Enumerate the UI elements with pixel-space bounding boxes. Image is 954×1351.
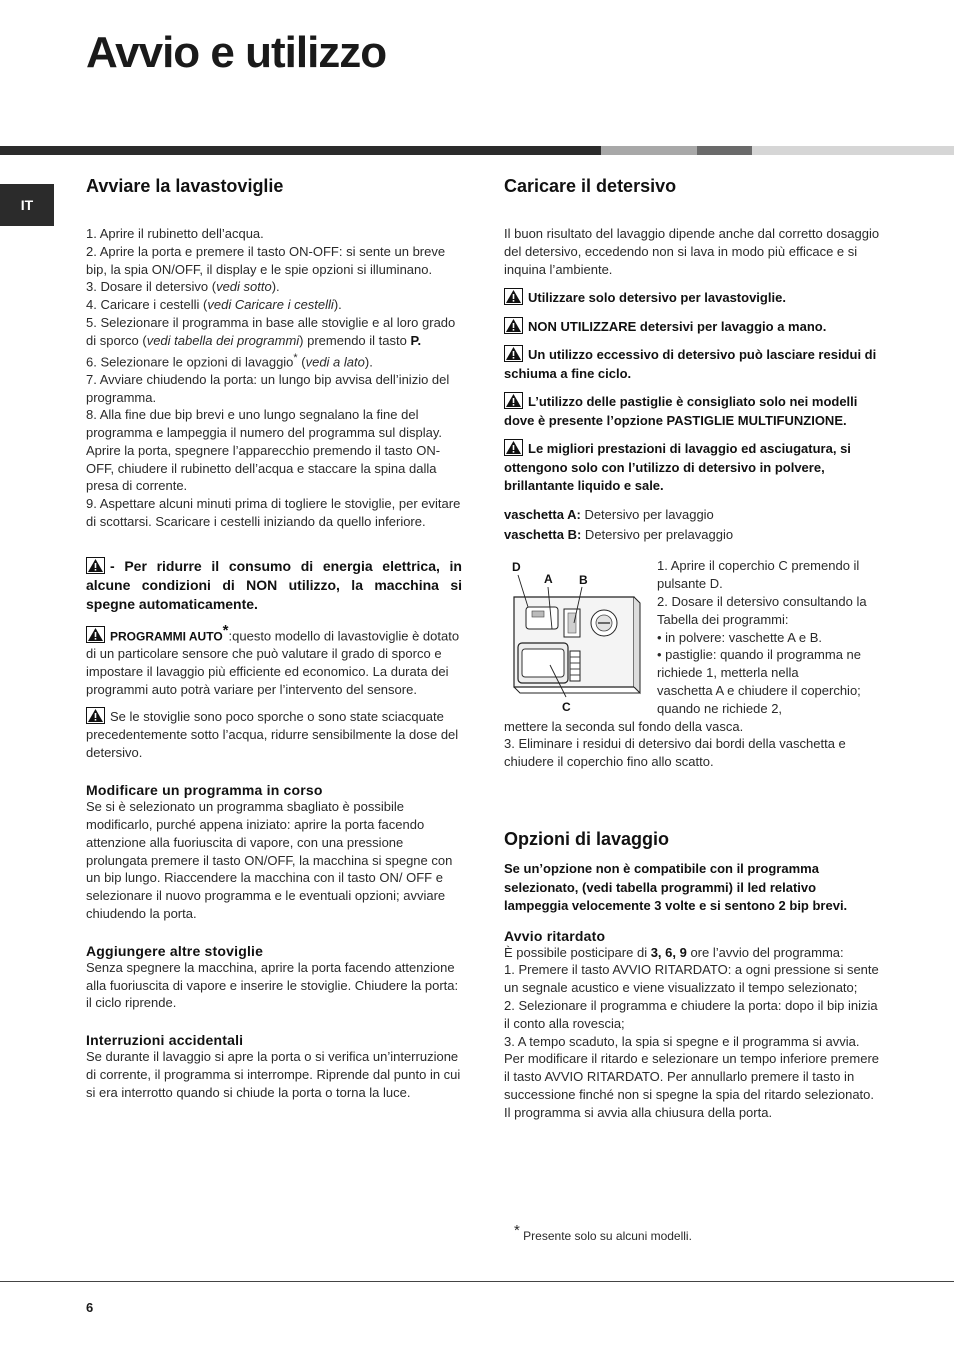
step-8: 8. Alla fine due bip brevi e uno lungo segnalano la fine del programma e lampeggia il numero del programma sul display. Aprire la porta, spegnere l’apparecchio premendo il tasto ON-OFF, chiudere il rubinetto dell’acqua e staccare la spina dalla presa di corrente. xyxy=(86,407,442,494)
modify-text: Se si è selezionato un programma sbagliato è possibile modificarlo, purché appena iniziato: aprire la porta facendo attenzione alla fuoriuscita di vapore, con una pressione prolungata premere il tasto ON/OFF, la macchina si spegne con un bip lungo. Riaccendere la macchina con il tasto ON/ OFF e selezionare il nuovo programma e le eventuali opzioni; avviare chiudendo la porta. xyxy=(86,799,453,921)
dispenser-diagram xyxy=(504,557,654,717)
footer-rule xyxy=(0,1281,954,1282)
start-heading: Avviare la lavastoviglie xyxy=(86,176,284,196)
detergent-heading: Caricare il detersivo xyxy=(504,176,677,196)
detergent-intro: Il buon risultato del lavaggio dipende anche dal corretto dosaggio del detersivo, eccedendo non si lava in modo più efficace e si inquina l’ambiente. xyxy=(504,226,880,277)
warning-icon xyxy=(504,439,523,456)
warning-icon xyxy=(86,557,105,574)
options-warning: Se un’opzione non è compatibile con il programma selezionato, (vedi tabella programmi) il led relativo lampeggia velocemente 3 volte e si sentono 2 bip brevi. xyxy=(504,861,848,914)
diagram-label-c: C xyxy=(562,700,571,715)
footnote: * Presente solo su alcuni modelli. xyxy=(514,1222,692,1243)
diagram-label-d: D xyxy=(512,560,521,575)
warning-icon xyxy=(504,345,523,362)
detergent-warning-5: Le migliori prestazioni di lavaggio ed asciugatura, si ottengono solo con l’utilizzo di detersivo in polvere, brillantante liquido e sale. xyxy=(504,441,851,494)
rinse-note: Se le stoviglie sono poco sporche o sono state sciacquate precedentemente sotto l’acqua, ridurre sensibilmente la dose del detersivo. xyxy=(86,709,459,761)
tray-a: vaschetta A: Detersivo per lavaggio xyxy=(504,506,714,522)
step-7: 7. Avviare chiudendo la porta: un lungo bip avvisa dell’inizio del programma. xyxy=(86,371,450,405)
detergent-warning-2: NON UTILIZZARE detersivi per lavaggio a mano. xyxy=(504,317,880,337)
header-band-light xyxy=(601,146,697,155)
dispenser-step-3: 3. Eliminare i residui di detersivo dai bordi della vaschetta e chiudere il coperchio fino allo scatto. xyxy=(504,736,846,770)
interrupt-text: Se durante il lavaggio si apre la porta o si verifica un’interruzione di corrente, il programma si interrompe. Riprende dal punto in cui si era interrotto quando si chiude la porta o torna la luce. xyxy=(86,1049,461,1100)
header-band-dark xyxy=(0,146,601,155)
left-column xyxy=(86,172,462,1102)
diagram-label-a: A xyxy=(544,572,553,587)
detergent-warning-1: Utilizzare solo detersivo per lavastoviglie. xyxy=(504,288,880,308)
step-4: 4. Caricare i cestelli (vedi Caricare i cestelli). xyxy=(86,297,342,313)
start-steps xyxy=(86,225,462,531)
warning-icon xyxy=(86,707,105,724)
modify-heading: Modificare un programma in corso xyxy=(86,782,323,799)
tray-b: vaschetta B: Detersivo per prelavaggio xyxy=(504,526,734,542)
interrupt-heading: Interruzioni accidentali xyxy=(86,1032,244,1049)
dispenser-step: 1. Aprire il coperchio C premendo il pulsante D. xyxy=(657,558,860,592)
dispenser-block xyxy=(504,557,880,717)
delay-heading: Avvio ritardato xyxy=(504,927,606,944)
dispenser-step: vaschetta A e chiudere il coperchio; quando ne richiede 2, xyxy=(657,683,861,716)
step-5: 5. Selezionare il programma in base alle stoviglie e al loro grado di sporco (vedi tabella dei programmi) premendo il tasto P. xyxy=(86,314,456,348)
dispenser-illustration xyxy=(504,557,654,717)
options-heading: Opzioni di lavaggio xyxy=(504,829,670,850)
warning-icon xyxy=(504,288,523,305)
diagram-label-b: B xyxy=(579,573,588,588)
detergent-warning-4: L’utilizzo delle pastiglie è consigliato solo nei modelli dove è presente l’opzione PASTIGLIE MULTIFUNZIONE. xyxy=(504,394,858,428)
dispenser-step: 2. Dosare il detersivo consultando la Tabella dei programmi: xyxy=(657,594,867,627)
language-tab: IT xyxy=(0,184,54,226)
auto-programs-note: PROGRAMMI AUTO*:questo modello di lavastoviglie è dotato di un particolare sensore che può valutare il grado di sporco e impostare il lavaggio più efficiente ed economico. La durata dei programmi auto potrà variare per l’intervento del sensore. xyxy=(86,621,460,698)
dispenser-steps xyxy=(654,557,880,717)
add-heading: Aggiungere altre stoviglie xyxy=(86,942,264,959)
detergent-warning-3: Un utilizzo eccessivo di detersivo può lasciare residui di schiuma a fine ciclo. xyxy=(504,347,877,381)
delay-step-1: 1. Premere il tasto AVVIO RITARDATO: a ogni pressione si sente un segnale acustico e viene visualizzato il tempo selezionato; xyxy=(504,962,879,996)
delay-step-2: 2. Selezionare il programma e chiudere la porta: dopo il bip inizia il conto alla rovescia; xyxy=(504,997,878,1031)
header-band-mid xyxy=(697,146,752,155)
add-text: Senza spegnere la macchina, aprire la porta facendo attenzione alla fuoriuscita di vapore e inserire le stoviglie. Chiudere la porta: il ciclo riprende. xyxy=(86,959,459,1011)
dispenser-step: • pastiglie: quando il programma ne richiede 1, metterla nella xyxy=(657,647,862,681)
delay-step-3: 3. A tempo scaduto, la spia si spegne e il programma si avvia. Per modificare il ritardo e selezionare un tempo inferiore premere il tasto AVVIO RITARDATO. Per annullarlo premere il tasto in successione finché non si spegne la spia del ritardo selezionato. Il programma si avvia alla chiusura della porta. xyxy=(504,1033,880,1120)
warning-icon xyxy=(504,392,523,409)
page-title: Avvio e utilizzo xyxy=(86,28,387,77)
step-1: 1. Aprire il rubinetto dell’acqua. xyxy=(86,226,264,241)
delay-intro: È possibile posticipare di 3, 6, 9 ore l’avvio del programma: xyxy=(504,944,844,960)
warning-icon xyxy=(504,317,523,334)
step-3: 3. Dosare il detersivo (vedi sotto). xyxy=(86,279,280,295)
step-9: 9. Aspettare alcuni minuti prima di togliere le stoviglie, per evitare di scottarsi. Scaricare i cestelli iniziando da quello inferiore. xyxy=(86,496,461,530)
dispenser-step: • in polvere: vaschette A e B. xyxy=(657,629,822,645)
header-band-pale xyxy=(752,146,954,155)
right-column xyxy=(504,172,880,1122)
dispenser-step-cont: mettere la seconda sul fondo della vasca. xyxy=(504,718,744,734)
step-2: 2. Aprire la porta e premere il tasto ON-OFF: si sente un breve bip, la spia ON/OFF, il display e le spie opzioni si illuminano. xyxy=(86,243,446,277)
step-6: 6. Selezionare le opzioni di lavaggio* (vedi a lato). xyxy=(86,351,373,369)
energy-warning: - Per ridurre il consumo di energia elettrica, in alcune condizioni di NON utilizzo, la macchina si spegne automaticamente. xyxy=(86,557,462,612)
warning-icon xyxy=(86,626,105,643)
page-number: 6 xyxy=(86,1300,94,1315)
